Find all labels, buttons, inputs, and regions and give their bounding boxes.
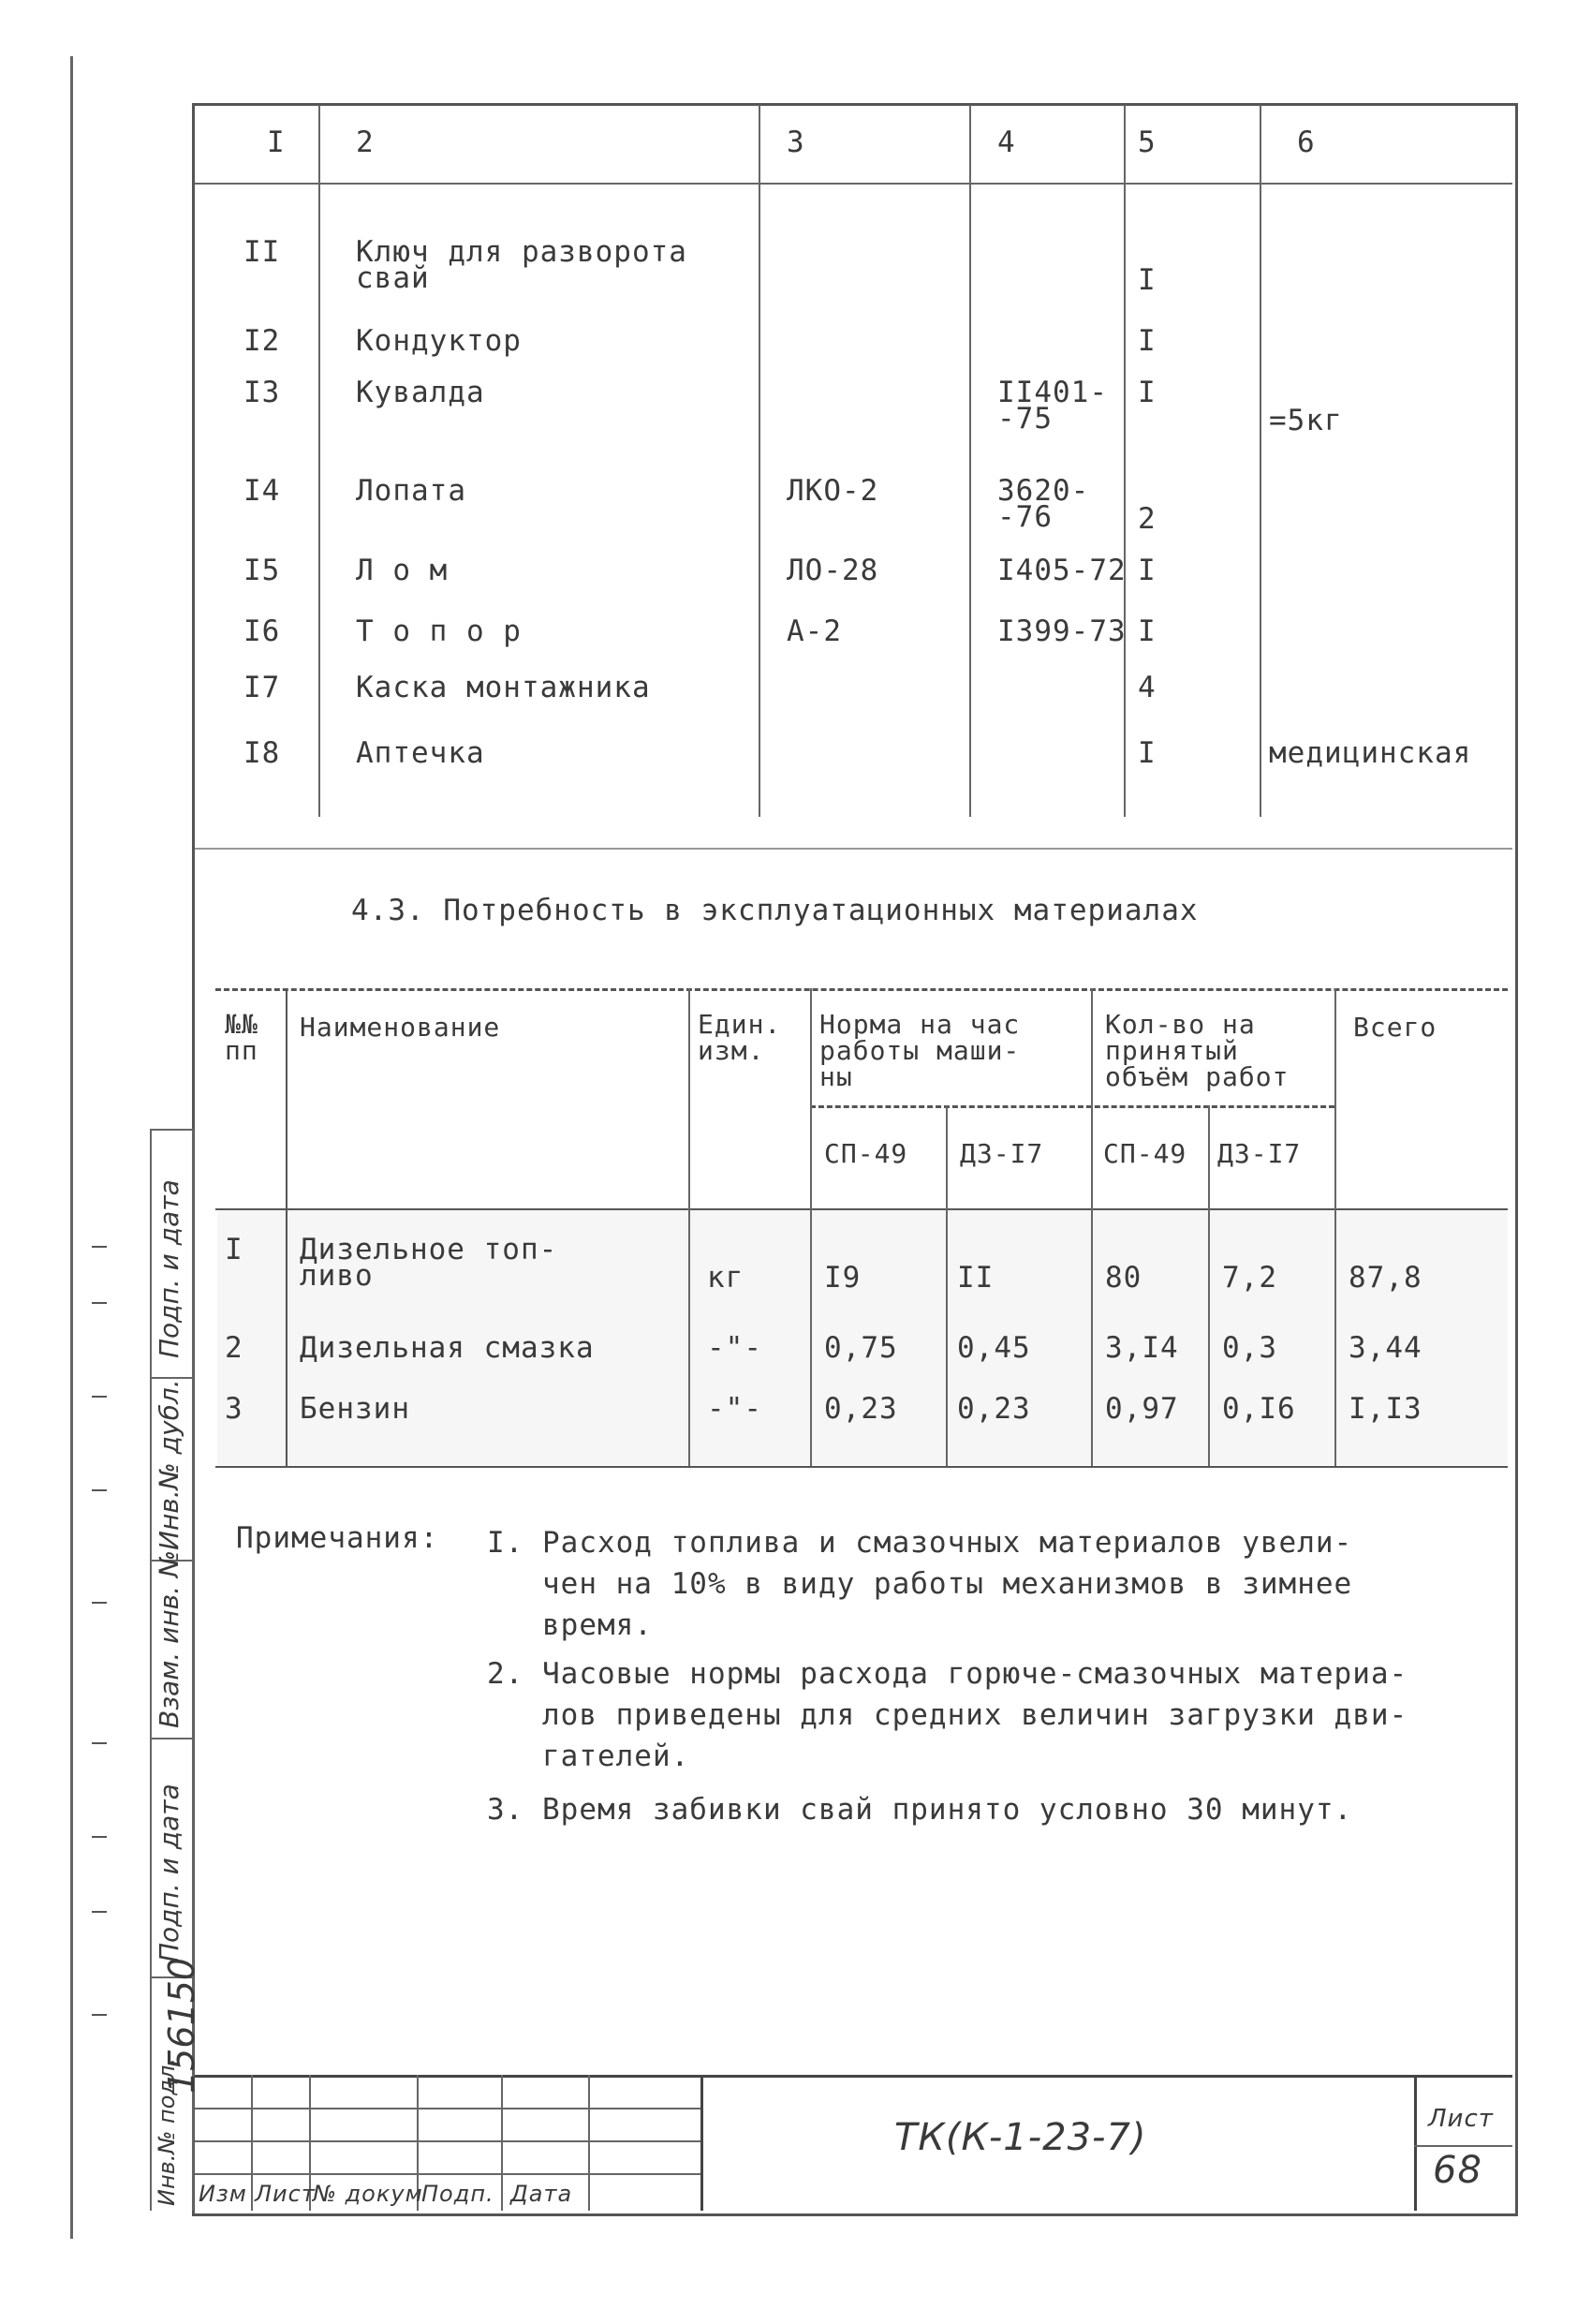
col-num-header: №№ пп	[225, 1009, 258, 1066]
stamp-col-label: Дата	[510, 2181, 573, 2207]
col-qty-header: Кол-во на принятый объём работ	[1105, 1009, 1290, 1092]
sub-header: ДЗ-I7	[960, 1138, 1044, 1169]
notes-label: Примечания:	[236, 1521, 439, 1555]
item-name: Т о п о р	[356, 614, 522, 648]
row-number: I5	[243, 554, 281, 587]
row-number: I6	[243, 614, 281, 648]
note-item: 3. Время забивки свай принято условно 30 минут.	[487, 1793, 1353, 1827]
stamp-col-label: Изм	[199, 2181, 247, 2207]
left-margin-line	[70, 56, 73, 2239]
qty-dz17: 0,3	[1222, 1331, 1277, 1365]
row-number: 2	[225, 1331, 243, 1365]
section-title: 4.3. Потребность в эксплуатационных материалах	[351, 894, 1199, 927]
stamp-col-label: Лист	[255, 2181, 316, 2207]
material-unit: -"-	[707, 1392, 762, 1426]
item-name: Ключ для разворота свай	[356, 235, 687, 295]
item-name: Лопата	[356, 474, 466, 508]
norm-dz17: 0,45	[957, 1331, 1031, 1365]
sheet-number: 68	[1433, 2149, 1482, 2192]
item-mark: А-2	[787, 614, 842, 648]
sub-header: СП-49	[1103, 1138, 1187, 1169]
item-gost: 3620- -76	[997, 474, 1090, 534]
row-number: I7	[243, 671, 281, 704]
item-mark: ЛО-28	[787, 554, 879, 587]
total-value: 87,8	[1349, 1261, 1422, 1295]
item-qty: 4	[1138, 671, 1157, 704]
item-gost: I399-73	[997, 614, 1127, 648]
norm-sp49: 0,23	[824, 1392, 898, 1426]
item-name: Л о м	[356, 554, 449, 587]
item-name: Каска монтажника	[356, 671, 651, 704]
sub-header: СП-49	[824, 1138, 908, 1169]
qty-dz17: 7,2	[1222, 1261, 1277, 1295]
sidebar-label: Взам. инв. №	[154, 1549, 184, 1728]
row-number: I8	[243, 736, 281, 770]
col-norm-header: Норма на час работы маши- ны	[819, 1009, 1021, 1092]
qty-sp49: 80	[1105, 1261, 1142, 1295]
norm-dz17: II	[957, 1261, 995, 1295]
qty-sp49: 0,97	[1105, 1392, 1179, 1426]
sidebar-label: Подп. и дата	[154, 1179, 184, 1358]
equip-header-rule	[195, 183, 1512, 185]
item-qty: I	[1138, 263, 1157, 297]
item-qty: I	[1138, 736, 1157, 770]
sheet-label: Лист	[1428, 2105, 1494, 2133]
item-gost: I405-72	[997, 554, 1127, 587]
col-unit-header: Един. изм.	[698, 1009, 782, 1066]
col-name-header: Наименование	[300, 1012, 501, 1043]
sidebar-label: Подп. и дата	[154, 1784, 184, 1962]
total-value: 3,44	[1349, 1331, 1422, 1365]
item-qty: I	[1138, 376, 1157, 409]
stamp-col-label: № докум	[313, 2181, 423, 2207]
total-value: I,I3	[1349, 1392, 1422, 1426]
item-note: медицинская	[1269, 736, 1472, 770]
row-number: II	[243, 235, 281, 269]
material-unit: кг	[707, 1261, 744, 1295]
item-qty: I	[1138, 324, 1157, 358]
row-number: 3	[225, 1392, 243, 1426]
note-item: 2. Часовые нормы расхода горюче-смазочных материа- лов приведены для средних величин загрузки дви- гателей.	[487, 1657, 1408, 1773]
item-name: Аптечка	[356, 736, 485, 770]
inv-no-label: Инв.№ подл.	[154, 2058, 180, 2206]
row-number: I	[225, 1233, 243, 1266]
inv-no-value: 156150	[161, 1957, 202, 2094]
material-unit: -"-	[707, 1331, 762, 1365]
document-code: ТК(К-1-23-7)	[894, 2116, 1147, 2159]
row-number: I4	[243, 474, 281, 508]
note-item: I. Расход топлива и смазочных материалов увели- чен на 10% в виду работы механизмов в зимнее время.	[487, 1526, 1353, 1642]
item-gost: II401- -75	[997, 376, 1108, 436]
item-name: Кувалда	[356, 376, 485, 409]
row-number: I3	[243, 376, 281, 409]
col-total-header: Всего	[1353, 1012, 1437, 1043]
material-name: Дизельная смазка	[300, 1331, 595, 1365]
item-note: =5кг	[1269, 404, 1343, 437]
equip-table-bottom	[195, 848, 1512, 850]
item-qty: I	[1138, 554, 1157, 587]
item-name: Кондуктор	[356, 324, 522, 358]
item-mark: ЛКО-2	[787, 474, 879, 508]
row-number: I2	[243, 324, 281, 358]
norm-sp49: 0,75	[824, 1331, 898, 1365]
sub-header: ДЗ-I7	[1217, 1138, 1302, 1169]
item-qty: 2	[1138, 502, 1157, 536]
material-name: Бензин	[300, 1392, 410, 1426]
sidebar-label: Инв.№ дубл.	[154, 1379, 184, 1550]
material-name: Дизельное топ- ливо	[300, 1233, 558, 1293]
norm-sp49: I9	[824, 1261, 862, 1295]
norm-dz17: 0,23	[957, 1392, 1031, 1426]
qty-sp49: 3,I4	[1105, 1331, 1179, 1365]
item-qty: I	[1138, 614, 1157, 648]
qty-dz17: 0,I6	[1222, 1392, 1296, 1426]
stamp-col-label: Подп.	[421, 2181, 494, 2207]
